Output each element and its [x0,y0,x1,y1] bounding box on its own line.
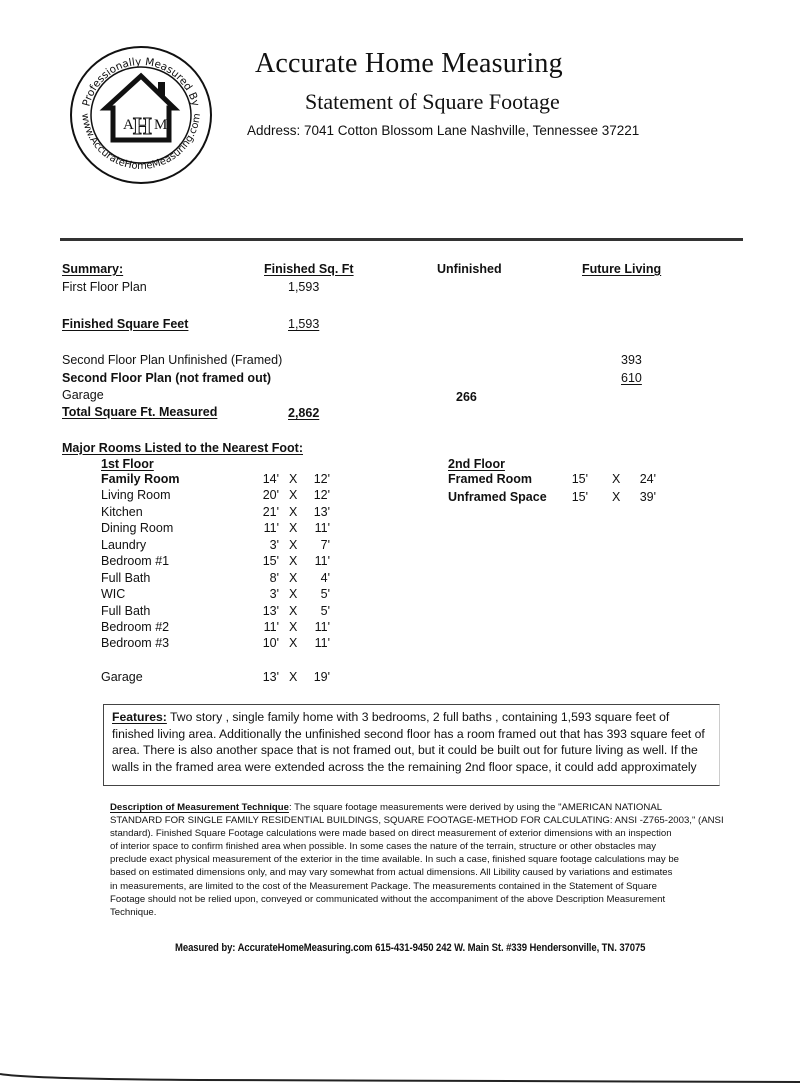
room-dimension-b: 5' [320,604,330,618]
room-name: Bedroom #3 [101,636,170,650]
room-name: Bedroom #1 [101,554,170,568]
svg-text:H: H [133,114,152,140]
room-name: Bedroom #2 [101,620,170,634]
summary-row-future: 610 [621,371,642,385]
features-line: area. There is also another space that is not framed out, but it could be built out for future living as well. If the [112,743,698,757]
header-divider [60,238,743,241]
room-name: Kitchen [101,505,143,519]
room-dimension-x: X [289,571,298,585]
room-dimension-a: 20' [262,488,279,502]
summary-row-label: First Floor Plan [62,280,147,294]
room-dimension-x: X [612,490,621,504]
company-name: Accurate Home Measuring [255,48,563,79]
room-dimension-x: X [289,604,298,618]
features-box [103,704,720,786]
room-name: Living Room [101,488,171,502]
scan-edge-line [0,1070,800,1084]
room-dimension-a: 15' [571,490,588,504]
svg-text:Professionally Measured By: Professionally Measured By [80,55,202,108]
summary-row-finished: 1,593 [288,317,320,331]
description-line: of interior space to confirm finished area when possible. In some cases the nature of the terrain, structure or other obstacles may [110,841,657,853]
room-name: WIC [101,587,126,601]
room-dimension-b: 4' [320,571,330,585]
property-address: Address: 7041 Cotton Blossom Lane Nashville, Tennessee 37221 [247,123,640,138]
description-line: Footage should not be relied upon, conveyed or communicated without the accompaniment of the above Description Measurement [110,893,666,905]
room-name: Family Room [101,472,180,486]
room-dimension-x: X [289,521,298,535]
description-line: Technique. [110,906,157,918]
col-unfinished-heading: Unfinished [437,262,502,276]
room-name: Full Bath [101,571,151,585]
room-dimension-a: 13' [262,670,279,684]
summary-row-unfinished: 266 [456,390,477,404]
room-name: Laundry [101,538,147,552]
room-dimension-a: 3' [269,587,279,601]
features-line: finished living area. Additionally the unfinished second floor has a room framed out that has 393 square feet of [112,726,705,741]
rooms-heading: Major Rooms Listed to the Nearest Foot: [62,441,303,455]
room-dimension-x: X [289,554,298,568]
room-dimension-a: 21' [262,505,279,519]
room-dimension-b: 11' [314,521,330,535]
room-dimension-a: 11' [263,620,279,634]
room-name: Full Bath [101,604,151,618]
company-logo [66,40,216,190]
description-line: Description of Measurement Technique: The square footage measurements were derived by using the "AMERICAN NATIONAL [110,802,663,813]
description-line: STANDARD FOR SINGLE FAMILY RESIDENTIAL BUILDINGS, SQUARE FOOTAGE-METHOD FOR CALCULATING: ANSI -Z765-2003," (ANSI [110,815,724,827]
room-dimension-a: 14' [262,472,279,486]
summary-row-finished: 2,862 [288,406,320,420]
room-dimension-x: X [612,472,621,486]
measurement-technique-description [110,801,790,919]
room-dimension-b: 5' [320,587,330,601]
summary-row-label: Garage [62,388,104,402]
room-dimension-a: 10' [262,636,279,650]
room-dimension-x: X [289,538,298,552]
room-dimension-b: 11' [314,620,330,634]
summary-heading: Summary: [62,262,124,276]
description-line: standard). Finished Square Footage calculations were made based on direct measurement of exterior dimensions with an inspection [110,828,672,840]
room-name: Framed Room [448,472,533,486]
summary-row-finished: 1,593 [288,280,320,294]
features-line: Features: Two story , single family home with 3 bedrooms, 2 full baths , containing 1,593 square feet of [112,710,670,724]
col-future-heading: Future Living [582,262,662,276]
summary-row-label: Second Floor Plan Unfinished (Framed) [62,353,283,367]
features-line: walls in the framed area were extended across the the remaining 2nd floor space, it could add approximately [112,759,697,774]
svg-text:A: A [123,117,134,133]
room-dimension-b: 24' [639,472,656,486]
room-dimension-x: X [289,670,298,684]
room-name: Dining Room [101,521,174,535]
room-dimension-a: 11' [263,521,279,535]
room-dimension-a: 13' [262,604,279,618]
room-dimension-a: 3' [269,538,279,552]
room-dimension-b: 19' [313,670,330,684]
summary-row-label: Second Floor Plan (not framed out) [62,371,272,385]
measured-by-footer: Measured by: AccurateHomeMeasuring.com 615-431-9450 242 W. Main St. #339 Hendersonville, TN. 37075 [175,942,646,954]
description-label: Description of Measurement Technique [110,802,289,813]
first-floor-heading: 1st Floor [101,457,154,471]
summary-row-label: Total Square Ft. Measured [62,405,218,419]
room-dimension-x: X [289,620,298,634]
description-line: in measurements, are limited to the cost of the Measurement Package. The measurements contained in the Statement of Square [110,880,657,892]
room-dimension-a: 15' [571,472,588,486]
room-dimension-x: X [289,505,298,519]
description-line: preclude exact physical measurement of the exterior in the time available. In such a case, finished square footage calculations may be [110,854,680,866]
room-dimension-b: 7' [320,538,330,552]
room-name: Garage [101,670,143,684]
svg-text:M: M [154,117,168,133]
room-dimension-b: 11' [314,636,330,650]
description-line: based on estimated dimensions only, and may vary somewhat from actual dimensions. All Libility caused by variations and estimates [110,867,673,879]
room-dimension-b: 39' [639,490,656,504]
room-name: Unframed Space [448,490,547,504]
document-title: Statement of Square Footage [305,89,560,114]
room-dimension-b: 11' [314,554,330,568]
room-dimension-b: 12' [313,472,330,486]
features-label: Features: [112,710,167,724]
ahm-seal-icon [66,40,216,190]
col-finished-heading: Finished Sq. Ft [264,262,354,276]
summary-row-future: 393 [621,353,642,367]
summary-row-label: Finished Square Feet [62,317,189,331]
room-dimension-x: X [289,636,298,650]
room-dimension-x: X [289,488,298,502]
room-dimension-x: X [289,472,298,486]
room-dimension-a: 8' [269,571,279,585]
room-dimension-a: 15' [262,554,279,568]
second-floor-heading: 2nd Floor [448,457,505,471]
room-dimension-b: 13' [313,505,330,519]
room-dimension-b: 12' [313,488,330,502]
room-dimension-x: X [289,587,298,601]
svg-text:www.AccurateHomeMeasuring.com: www.AccurateHomeMeasuring.com [79,112,204,173]
